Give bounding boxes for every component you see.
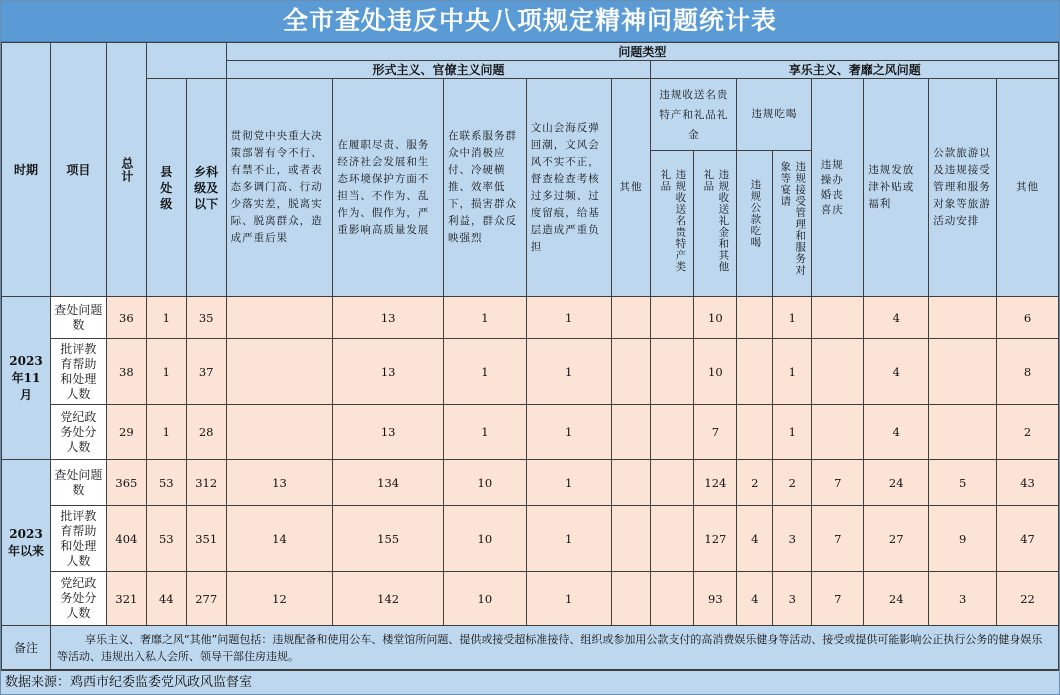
cell-f2: 142 <box>333 572 444 626</box>
cell-f5 <box>611 405 651 460</box>
cell-wedding: 7 <box>812 572 864 626</box>
cell-meals-banquet: 1 <box>773 339 812 405</box>
cell-total: 321 <box>106 572 146 626</box>
cell-township: 35 <box>186 297 226 339</box>
cell-allowance: 4 <box>864 405 929 460</box>
wedding-header: 违规操办婚丧喜庆 <box>812 79 864 297</box>
cell-gifts-special <box>651 297 694 339</box>
cell-allowance: 24 <box>864 460 929 506</box>
table-row <box>2 297 1059 339</box>
row-item-label: 查处问题数 <box>50 460 106 506</box>
cell-travel: 9 <box>929 506 997 572</box>
gifts-special-header: 违规收送名贵特产类礼品 <box>651 151 694 297</box>
cell-f4: 1 <box>526 572 611 626</box>
statistics-table <box>1 42 1059 670</box>
formalism-col-3: 在联系服务群众中消极应付、冷硬横推、效率低下，损害群众利益，群众反映强烈 <box>443 79 526 297</box>
cell-other: 8 <box>997 339 1059 405</box>
cell-meals-banquet: 1 <box>773 405 812 460</box>
cell-total: 365 <box>106 460 146 506</box>
cell-gifts-cash: 127 <box>694 506 737 572</box>
table-row <box>2 339 1059 405</box>
cell-meals-public <box>737 297 773 339</box>
cell-f3: 10 <box>443 572 526 626</box>
table-row <box>2 460 1059 506</box>
cell-f3: 1 <box>443 297 526 339</box>
cell-township: 277 <box>186 572 226 626</box>
cell-county: 53 <box>146 506 186 572</box>
cell-county: 1 <box>146 339 186 405</box>
row-item-label: 党纪政务处分人数 <box>50 572 106 626</box>
hedonism-header: 享乐主义、奢靡之风问题 <box>651 61 1059 79</box>
cell-travel: 3 <box>929 572 997 626</box>
cell-f5 <box>611 572 651 626</box>
cell-meals-public <box>737 339 773 405</box>
cell-f3: 10 <box>443 460 526 506</box>
cell-f1: 12 <box>226 572 333 626</box>
cell-allowance: 4 <box>864 297 929 339</box>
formalism-col-2: 在履职尽责、服务经济社会发展和生态环境保护方面不担当、不作为、乱作为、假作为，严重影响高质量发展 <box>333 79 444 297</box>
travel-header: 公款旅游以及违规接受管理和服务对象等旅游活动安排 <box>929 79 997 297</box>
problem-type-header: 问题类型 <box>226 43 1058 61</box>
cell-travel <box>929 297 997 339</box>
cell-meals-banquet: 2 <box>773 460 812 506</box>
cell-meals-banquet: 3 <box>773 572 812 626</box>
cell-f5 <box>611 460 651 506</box>
cell-f1 <box>226 405 333 460</box>
cell-gifts-special <box>651 460 694 506</box>
note-text: 享乐主义、奢靡之风“其他”问题包括：违规配备和使用公车、楼堂馆所问题、提供或接受超标准接待、组织或参加用公款支付的高消费娱乐健身等活动、接受或提供可能影响公正执行公务的健身娱乐等活动、违规出入私人会所、领导干部住房违规。 <box>50 626 1058 670</box>
cell-f1: 13 <box>226 460 333 506</box>
cell-f2: 155 <box>333 506 444 572</box>
cell-f4: 1 <box>526 339 611 405</box>
period-label: 2023年以来 <box>2 460 51 626</box>
table-row <box>2 572 1059 626</box>
cell-other: 2 <box>997 405 1059 460</box>
county-level-header: 县处级 <box>146 79 186 297</box>
cell-township: 351 <box>186 506 226 572</box>
cell-f4: 1 <box>526 297 611 339</box>
cell-other: 6 <box>997 297 1059 339</box>
formalism-col-1: 贯彻党中央重大决策部署有令不行、有禁不止，或者表态多调门高、行动少落实差，脱离实际、脱离群众，造成严重后果 <box>226 79 333 297</box>
cell-f5 <box>611 339 651 405</box>
cell-f4: 1 <box>526 405 611 460</box>
cell-f2: 13 <box>333 297 444 339</box>
township-level-header: 乡科级及以下 <box>186 79 226 297</box>
total-header: 总计 <box>106 43 146 297</box>
cell-gifts-cash: 93 <box>694 572 737 626</box>
cell-meals-public: 4 <box>737 572 773 626</box>
cell-total: 404 <box>106 506 146 572</box>
cell-f4: 1 <box>526 506 611 572</box>
cell-f5 <box>611 506 651 572</box>
cell-gifts-cash: 124 <box>694 460 737 506</box>
cell-wedding <box>812 339 864 405</box>
cell-gifts-special <box>651 405 694 460</box>
cell-township: 312 <box>186 460 226 506</box>
cell-county: 1 <box>146 405 186 460</box>
cell-travel <box>929 339 997 405</box>
cell-travel: 5 <box>929 460 997 506</box>
row-item-label: 批评教育帮助和处理人数 <box>50 339 106 405</box>
row-item-label: 查处问题数 <box>50 297 106 339</box>
formalism-col-4: 文山会海反弹回潮，文风会风不实不正，督查检查考核过多过频、过度留痕，给基层造成严重负担 <box>526 79 611 297</box>
cell-gifts-cash: 10 <box>694 297 737 339</box>
cell-other: 43 <box>997 460 1059 506</box>
cell-f2: 13 <box>333 339 444 405</box>
cell-gifts-cash: 7 <box>694 405 737 460</box>
hedonism-other-header: 其他 <box>997 79 1059 297</box>
cell-township: 37 <box>186 339 226 405</box>
cell-f3: 1 <box>443 339 526 405</box>
level-header-blank <box>146 43 226 79</box>
cell-meals-public <box>737 405 773 460</box>
cell-total: 38 <box>106 339 146 405</box>
cell-allowance: 4 <box>864 339 929 405</box>
meals-public-header: 违规公款吃喝 <box>737 151 773 297</box>
item-header: 项目 <box>50 43 106 297</box>
cell-f4: 1 <box>526 460 611 506</box>
row-item-label: 批评教育帮助和处理人数 <box>50 506 106 572</box>
cell-allowance: 24 <box>864 572 929 626</box>
page-title: 全市查处违反中央八项规定精神问题统计表 <box>1 1 1059 42</box>
row-item-label: 党纪政务处分人数 <box>50 405 106 460</box>
cell-county: 53 <box>146 460 186 506</box>
note-label: 备注 <box>2 626 51 670</box>
cell-gifts-special <box>651 339 694 405</box>
allowance-header: 违规发放津补贴或福利 <box>864 79 929 297</box>
cell-f5 <box>611 297 651 339</box>
formalism-col-other: 其他 <box>611 79 651 297</box>
table-row <box>2 405 1059 460</box>
cell-wedding: 7 <box>812 506 864 572</box>
cell-county: 1 <box>146 297 186 339</box>
cell-gifts-special <box>651 506 694 572</box>
cell-gifts-cash: 10 <box>694 339 737 405</box>
cell-f1: 14 <box>226 506 333 572</box>
cell-f1 <box>226 297 333 339</box>
meals-header: 违规吃喝 <box>737 79 812 151</box>
cell-county: 44 <box>146 572 186 626</box>
cell-total: 29 <box>106 405 146 460</box>
period-header: 时期 <box>2 43 51 297</box>
cell-other: 22 <box>997 572 1059 626</box>
cell-f2: 134 <box>333 460 444 506</box>
cell-f3: 1 <box>443 405 526 460</box>
table-row <box>2 506 1059 572</box>
cell-f2: 13 <box>333 405 444 460</box>
data-source: 数据来源：鸡西市纪委监委党风政风监督室 <box>1 670 1059 694</box>
cell-meals-banquet: 1 <box>773 297 812 339</box>
cell-f1 <box>226 339 333 405</box>
cell-other: 47 <box>997 506 1059 572</box>
period-label: 2023年11月 <box>2 297 51 460</box>
gifts-cash-header: 违规收送礼金和其他礼品 <box>694 151 737 297</box>
cell-wedding <box>812 405 864 460</box>
formalism-header: 形式主义、官僚主义问题 <box>226 61 651 79</box>
cell-meals-banquet: 3 <box>773 506 812 572</box>
meals-banquet-header: 违规接受管理和服务对象等宴请 <box>773 151 812 297</box>
cell-total: 36 <box>106 297 146 339</box>
cell-allowance: 27 <box>864 506 929 572</box>
cell-f3: 10 <box>443 506 526 572</box>
cell-meals-public: 4 <box>737 506 773 572</box>
cell-wedding <box>812 297 864 339</box>
cell-meals-public: 2 <box>737 460 773 506</box>
cell-wedding: 7 <box>812 460 864 506</box>
cell-township: 28 <box>186 405 226 460</box>
gifts-header: 违规收送名贵特产和礼品礼金 <box>651 79 737 151</box>
cell-travel <box>929 405 997 460</box>
cell-gifts-special <box>651 572 694 626</box>
note-row <box>2 626 1059 670</box>
